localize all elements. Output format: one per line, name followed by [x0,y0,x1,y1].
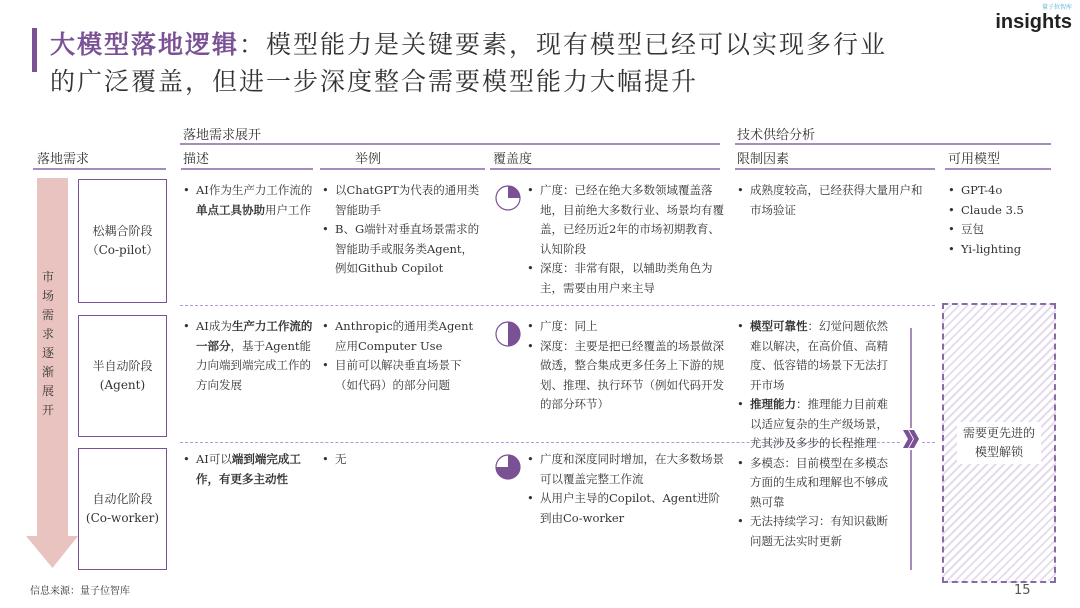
title-highlight: 大模型落地逻辑 [50,30,240,59]
logo-small: 量子位智库 [1041,4,1072,11]
bullet-item: • 深度：非常有限，以辅助类角色为主，需要由用户来主导 [527,259,727,298]
col-header-example: 举例 [355,152,382,167]
bullet-item: • 以ChatGPT为代表的通用类智能助手 [322,181,482,220]
logo-text: insights [995,11,1072,33]
desc-cell [183,317,318,395]
logo [995,2,1072,33]
bullet-item: • AI可以端到端完成工作，有更多主动性 [183,450,318,489]
bullet-item: • 广度和深度同时增加，在大多数场景可以覆盖完整工作流 [527,450,727,489]
bullet-item: • 广度：已经在绝大多数领域覆盖落地，目前绝大多数行业、场景均有覆盖，已经历近2年的市场初期教育、认知阶段 [527,181,727,259]
coverage-cell [527,450,727,528]
limit-item: • 成熟度较高，已经获得大量用户和市场验证 [737,181,932,220]
arrow-label: 市场需求逐渐展开 [42,270,55,417]
double-chevron-icon [902,428,920,450]
desc-cell [183,450,318,489]
stage-box [78,448,167,570]
divider [33,168,166,170]
divider [320,168,485,170]
stage-box [78,179,167,303]
bullet-item: • Anthropic的通用类Agent应用Computer Use [322,317,482,356]
group-header-demand: 落地需求展开 [183,128,262,143]
stage-sub: (Co-worker) [85,511,160,525]
stage-box [78,315,167,437]
page-title [50,26,887,100]
bullet-item: • 从用户主导的Copilot、Agent进阶到由Co-worker [527,489,727,528]
coverage-pie-icon [495,185,521,211]
col-header-demand: 落地需求 [37,152,90,167]
title-line1: ：模型能力是关键要素，现有模型已经可以实现多行业 [239,30,888,59]
model-item: • Yi-lighting [948,240,1058,260]
model-item: • GPT-4o [948,181,1058,201]
bullet-item: • 深度：主要是把已经覆盖的场景做深做透，整合集成更多任务上下游的规划、推理、执行环节（例如代码开发的部分环节） [527,337,727,415]
divider [735,168,935,170]
coverage-pie-icon [495,321,521,347]
limits-list [737,317,895,551]
unlock-box [942,303,1056,583]
title-line2: 的广泛覆盖，但进一步深度整合需要模型能力大幅提升 [50,67,699,96]
stage-sub: （Co-pilot） [86,243,159,257]
limit-item: • 模型可靠性：幻觉问题依然难以解决，在高价值、高精度、低容错的场景下无法打开市场 [737,317,895,395]
example-cell [322,317,482,395]
bullet-item: • B、G端针对垂直场景需求的智能助手或服务类Agent，例如Github Copilot [322,220,482,279]
divider [945,168,1051,170]
bullet-item: • AI作为生产力工作流的单点工具协助用户工作 [183,181,318,220]
coverage-cell [527,181,727,298]
unlock-text: 需要更先进的模型解锁 [957,422,1041,464]
limit-item: • 推理能力：推理能力目前难以适应复杂的生产级场景，尤其涉及多步的长程推理 [737,395,895,454]
col-header-models: 可用模型 [948,152,1001,167]
bullet-item: • 目前可以解决垂直场景下（如代码）的部分问题 [322,356,482,395]
model-item: • Claude 3.5 [948,201,1058,221]
col-header-coverage: 覆盖度 [493,152,533,167]
title-accent-bar [32,28,37,72]
stage-name: 自动化阶段 [92,492,153,506]
divider [735,143,1051,145]
desc-cell [183,181,318,220]
example-cell [322,450,482,470]
group-header-tech: 技术供给分析 [737,128,816,143]
limits-row1 [737,181,932,220]
col-header-desc: 描述 [183,152,210,167]
row-divider [180,305,935,306]
model-item: • 豆包 [948,220,1058,240]
divider [490,168,720,170]
source-note: 信息来源：量子位智库 [30,586,130,597]
divider [181,168,313,170]
stage-name: 半自动阶段 [92,359,153,373]
limit-item: • 无法持续学习：有知识截断问题无法实时更新 [737,512,895,551]
stage-name: 松耦合阶段 [92,224,153,238]
stage-sub: (Agent) [99,378,146,392]
bullet-item: • 广度：同上 [527,317,727,337]
col-header-limits: 限制因素 [737,152,790,167]
page-number: 15 [1014,583,1031,598]
coverage-cell [527,317,727,415]
limit-item: • 多模态：目前模型在多模态方面的生成和理解也不够成熟可靠 [737,454,895,513]
coverage-pie-icon [495,454,521,480]
bullet-item: • 无 [322,450,482,470]
divider [180,143,720,145]
models-list [948,181,1058,259]
bullet-item: • AI成为生产力工作流的一部分，基于Agent能力向端到端完成工作的方向发展 [183,317,318,395]
example-cell [322,181,482,279]
